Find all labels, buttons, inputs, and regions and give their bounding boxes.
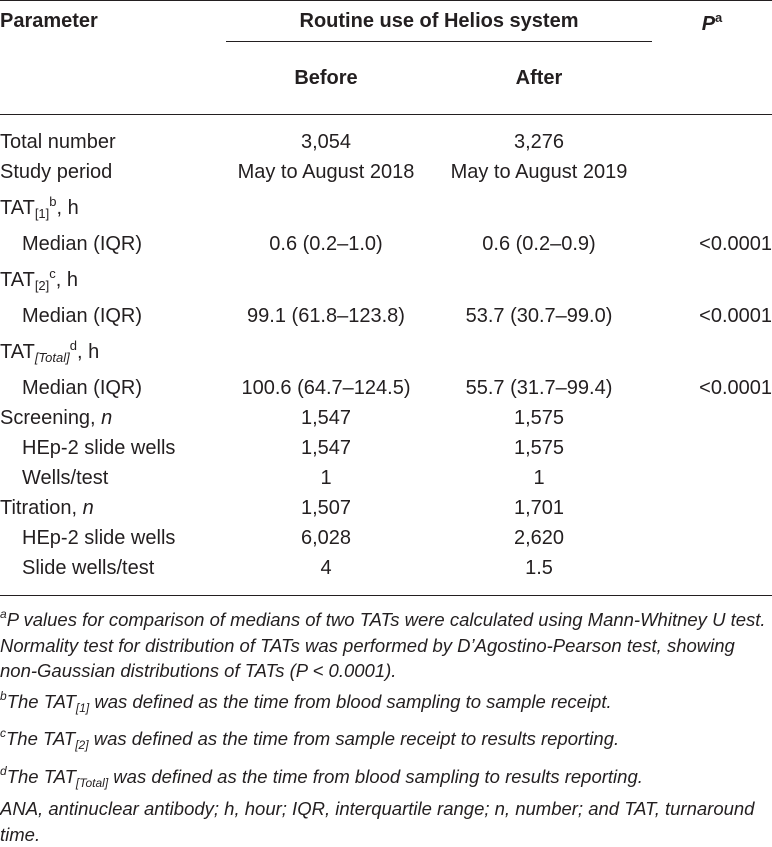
table-footnotes (0, 602, 772, 847)
header-parameter: Parameter (0, 10, 98, 33)
before-value: 1,507 (300, 497, 352, 519)
row-label: Total number (0, 131, 116, 153)
row-label: Median (IQR) (22, 377, 143, 399)
row-label: Screening, n (0, 407, 113, 429)
before-value: 6,028 (300, 527, 352, 549)
table-row (0, 493, 772, 523)
header-group: Routine use of Helios system (226, 1, 652, 42)
before-value: 1,547 (300, 407, 352, 429)
p-value: <0.0001 (699, 377, 772, 399)
table-row (0, 403, 772, 433)
footnote-c: $^c$The $TAT_{[2]}$ was defined as the time from sample receipt to results reporting. (0, 726, 620, 752)
before-value: 1,547 (300, 437, 352, 459)
before-value: 0.6 (0.2–1.0) (269, 233, 383, 255)
before-value: 4 (320, 557, 332, 579)
row-label: Titration, n (0, 497, 94, 519)
row-label: HEp-2 slide wells (22, 437, 176, 459)
table-row (0, 127, 772, 157)
table-row (0, 259, 772, 301)
footnote-d: $^d$The $TAT_{[Total]}$ was defined as the time from blood sampling to results reporting. (0, 763, 643, 790)
header-row-2 (0, 42, 772, 115)
row-label: $TAT_{[1]}^b$, h (0, 194, 79, 221)
row-label: Study period (0, 161, 113, 183)
before-value: 100.6 (64.7–124.5) (241, 377, 411, 399)
p-value: <0.0001 (699, 305, 772, 327)
row-label: Median (IQR) (22, 233, 143, 255)
before-value: May to August 2018 (237, 161, 415, 183)
row-label: $TAT_{[2]}^c$, h (0, 266, 79, 293)
header-before: Before (294, 67, 358, 89)
after-value: 0.6 (0.2–0.9) (482, 233, 596, 255)
table-row (0, 433, 772, 463)
header-row-1 (0, 1, 772, 42)
table-row (0, 187, 772, 229)
after-value: 1,575 (513, 407, 565, 429)
row-label: Slide wells/test (22, 557, 155, 579)
table-row (0, 373, 772, 403)
header-p: $P^a$ (701, 10, 723, 36)
before-value: 1 (320, 467, 332, 489)
table-row (0, 523, 772, 553)
row-label: Wells/test (22, 467, 109, 489)
after-value: 3,276 (513, 131, 565, 153)
row-label: Median (IQR) (22, 305, 143, 327)
after-value: 53.7 (30.7–99.0) (465, 305, 613, 327)
after-value: 1.5 (525, 557, 553, 579)
row-label: HEp-2 slide wells (22, 527, 176, 549)
after-value: 2,620 (513, 527, 565, 549)
before-value: 99.1 (61.8–123.8) (247, 305, 405, 327)
footnote-a: $^a$P values for comparison of medians of two TATs were calculated using Mann-Whitney U test. Normality test for distribution of TATs was performed by D’Agostino-Pearson test, showing non-Gaussian distributions of TATs (P < 0.0001). (0, 607, 766, 681)
table-row (0, 331, 772, 373)
after-value: 1,575 (513, 437, 565, 459)
p-value: <0.0001 (699, 233, 772, 255)
table-row (0, 463, 772, 493)
table-row (0, 157, 772, 187)
table-row (0, 553, 772, 596)
header-after: After (515, 67, 563, 89)
after-value: 1,701 (513, 497, 565, 519)
before-value: 3,054 (300, 131, 352, 153)
table-row (0, 301, 772, 331)
footnote-b: $^b$The $TAT_{[1]}$ was defined as the time from blood sampling to sample receipt. (0, 688, 612, 715)
table-row (0, 229, 772, 259)
after-value: 1 (533, 467, 545, 489)
after-value: May to August 2019 (450, 161, 628, 183)
row-label: $TAT_{[Total]}^d$, h (0, 338, 100, 365)
footnote-abbreviations: ANA, antinuclear antibody; h, hour; IQR, interquartile range; n, number; and TAT, turnaround time. (0, 798, 755, 845)
after-value: 55.7 (31.7–99.4) (465, 377, 613, 399)
